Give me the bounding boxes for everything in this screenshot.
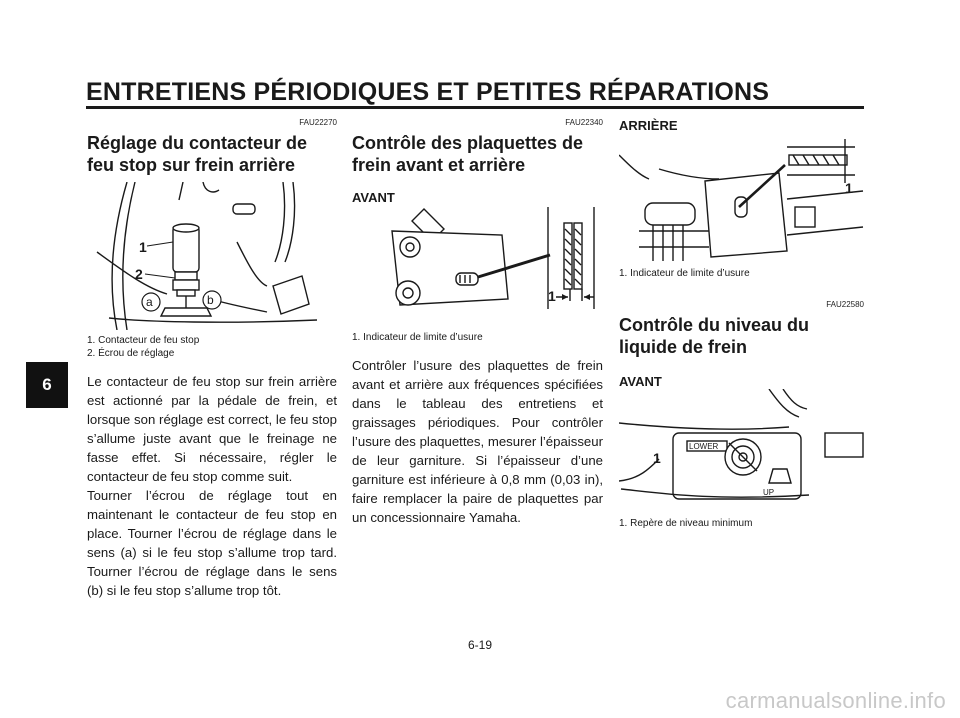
header-rule xyxy=(86,106,864,109)
up-mark-label: UP xyxy=(763,488,775,497)
lower-mark-label: LOWER xyxy=(689,442,719,451)
column-brake-pads xyxy=(352,110,603,527)
caption: 1. Indicateur de limite d’usure xyxy=(352,332,483,343)
figure-label-a: a xyxy=(146,295,153,309)
figure-label-b: b xyxy=(207,293,214,307)
section-code: FAU22580 xyxy=(826,300,864,309)
caption-rear: 1. Indicateur de limite d’usure xyxy=(619,268,750,279)
subheading-front: AVANT xyxy=(619,374,662,389)
title-line-1: Réglage du contacteur de xyxy=(87,133,308,153)
title-line-1: Contrôle des plaquettes de xyxy=(352,133,584,153)
paragraph-2: Tourner l’écrou de réglage tout en maintenant le contacteur de feu stop en place. Tourner l’écrou de réglage dans le sens (a) si le feu stop s’allume trop tard. Tourner l’écrou de réglage dans le sens (b) si le feu stop s’allume trop tôt. xyxy=(87,488,337,598)
figure-label-1: 1 xyxy=(139,239,147,255)
column-rear-and-fluid xyxy=(619,110,864,530)
title-line-1: Contrôle du niveau du xyxy=(619,315,810,335)
title-line-2: liquide de frein xyxy=(619,337,748,357)
figure-label-1: 1 xyxy=(653,450,661,466)
brake-light-switch-figure xyxy=(87,182,337,330)
column-brake-light-switch xyxy=(87,110,337,600)
title-line-2: frein avant et arrière xyxy=(352,155,526,175)
section-title xyxy=(352,132,603,176)
title-line-2: feu stop sur frein arrière xyxy=(87,155,296,175)
caption-1: 1. Contacteur de feu stop xyxy=(87,335,200,346)
caption-fluid: 1. Repère de niveau minimum xyxy=(619,518,753,529)
watermark: carmanualsonline.info xyxy=(725,688,946,713)
subheading-front: AVANT xyxy=(352,190,395,205)
paragraph: Contrôler l’usure des plaquettes de frein avant et arrière aux fréquences spécifiées dans le tableau des entretiens et graissages périodiques. Pour contrôler l’usure des plaquettes, mesurer l’épaisseur de leur garniture. Si l’épaisseur d’une garniture est inférieure à 0,8 mm (0,03 in), faire remplacer la paire de plaquettes par un concessionnaire Yamaha. xyxy=(352,358,603,525)
front-brake-pads-figure xyxy=(352,207,603,325)
page-number: 6-19 xyxy=(467,638,493,652)
rear-brake-pads-figure xyxy=(619,135,864,263)
paragraph-1: Le contacteur de feu stop sur frein arrière est actionné par la pédale de frein, et lorsque son réglage est correct, le feu stop s’allume juste avant que le freinage ne fasse effet. Si nécessaire, régler le contacteur de feu stop comme suit. xyxy=(87,374,337,484)
chapter-tab[interactable]: 6 xyxy=(26,362,68,408)
section-code: FAU22270 xyxy=(299,118,337,127)
section-title xyxy=(619,314,864,358)
page-header-title: ENTRETIENS PÉRIODIQUES ET PETITES RÉPARATIONS xyxy=(86,78,770,106)
figure-label-1: 1 xyxy=(845,180,853,196)
section-code: FAU22340 xyxy=(565,118,603,127)
caption-2: 2. Écrou de réglage xyxy=(87,348,175,359)
subheading-rear: ARRIÈRE xyxy=(619,118,678,133)
figure-label-1: 1 xyxy=(548,288,556,304)
brake-fluid-reservoir-figure xyxy=(619,389,864,513)
section-title xyxy=(87,132,337,176)
figure-label-2: 2 xyxy=(135,266,143,282)
